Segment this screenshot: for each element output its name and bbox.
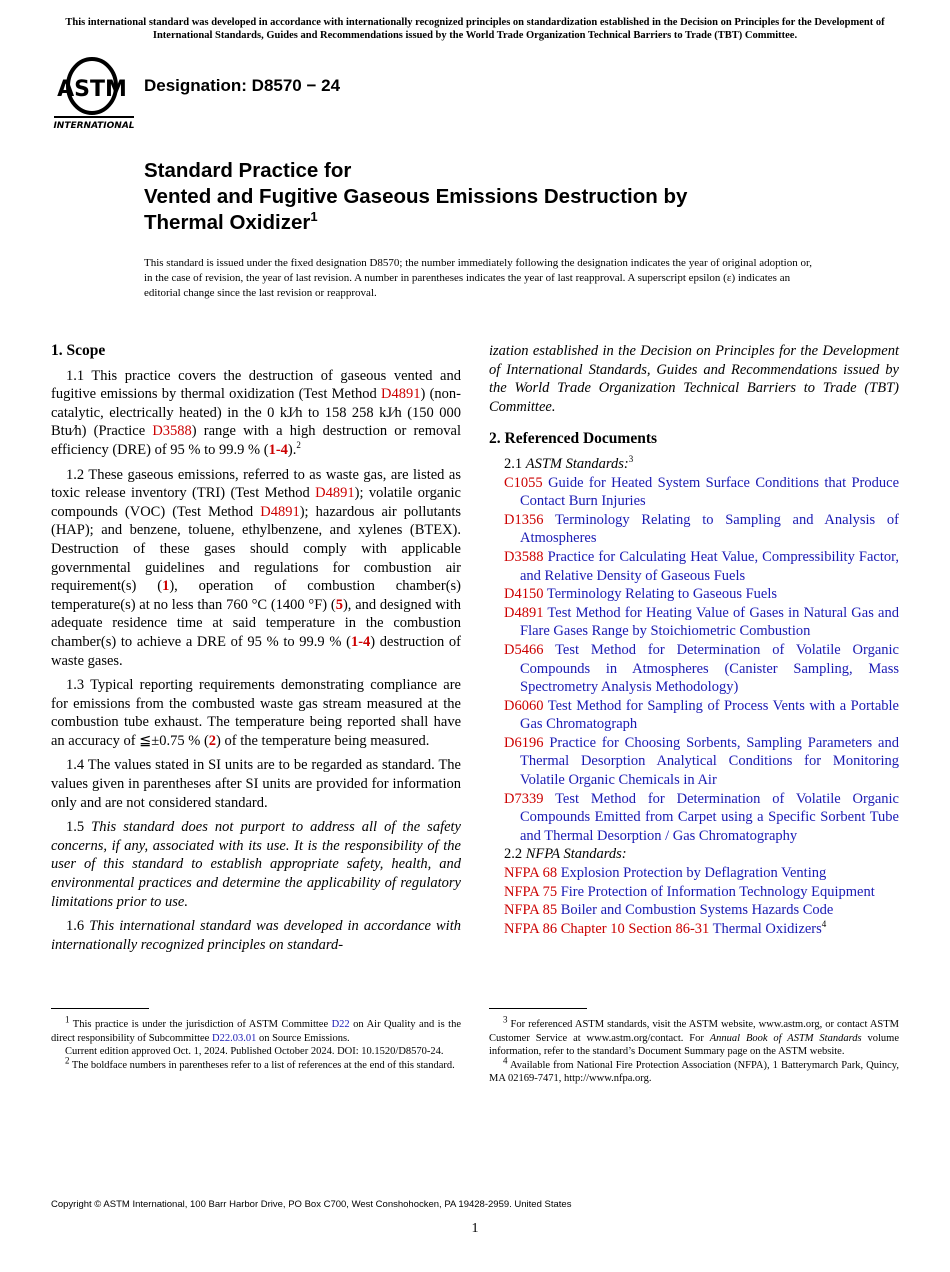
footnote-mark: 2 — [65, 1055, 70, 1065]
right-column — [489, 342, 899, 938]
footnote-1 — [51, 1014, 461, 1045]
footnote-divider — [489, 1008, 587, 1009]
reference-title-link[interactable]: Thermal Oxidizers — [712, 920, 822, 937]
footnotes-left — [51, 1014, 461, 1072]
reference-title-link[interactable]: Terminology Relating to Sampling and Analysis of Atmospheres — [520, 511, 899, 547]
footnote-mark: 4 — [821, 918, 827, 929]
text: volume information, refer to the standard’s Document Summary page on the ASTM website. — [489, 1032, 900, 1057]
text: This international standard was developed in accordance with internationally recognized principles on standard- — [51, 918, 461, 953]
reference-code-link[interactable]: D4150 — [504, 586, 544, 603]
reference-item — [504, 604, 899, 641]
reference-code-link[interactable]: NFPA 85 — [504, 902, 558, 919]
reference-code-link[interactable]: D7339 — [504, 790, 544, 807]
text: ASTM Standards: — [525, 455, 629, 472]
ref-link[interactable]: 2 — [208, 732, 217, 749]
link-d4891[interactable]: D4891 — [381, 386, 421, 403]
reference-title-link[interactable]: Test Method for Heating Value of Gases in Natural Gas and Flare Gases Range by Stoichiometric Combustion — [520, 604, 899, 640]
issued-note: This standard is issued under the fixed designation D8570; the number immediately following the designation indicates the year of original adoption or, in the case of revision, the year of last revision. A number in parentheses indicates the year of last reapproval. A superscript epsilon (ε) indicates an editorial change since the last revision or reapproval. — [144, 257, 812, 299]
reference-code-link[interactable]: D6060 — [504, 697, 544, 714]
footnote-1-edition: Current edition approved Oct. 1, 2024. Published October 2024. DOI: 10.1520/D8570-24. — [65, 1046, 444, 1057]
ref-link[interactable]: 1-4 — [268, 441, 288, 458]
footnotes-right — [489, 1014, 900, 1086]
reference-item — [504, 697, 899, 734]
title-line-2: Vented and Fugitive Gaseous Emissions Destruction by — [144, 185, 688, 208]
reference-title-link[interactable]: Explosion Protection by Deflagration Venting — [560, 865, 827, 882]
reference-code-link[interactable]: NFPA 68 — [504, 865, 558, 882]
text: For referenced ASTM standards, visit the ASTM website, www.astm.org, or contact ASTM Customer Service at www.astm.org/contact. For — [489, 1019, 899, 1044]
para-number: 1.6 — [66, 918, 90, 935]
text: Available from National Fire Protection Association (NFPA), 1 Batterymarch Park, Quincy, MA 02169-7471, http://www.nfpa.org. — [489, 1059, 899, 1084]
reference-item — [504, 883, 899, 902]
ref-link[interactable]: 1 — [162, 578, 170, 595]
astm-standards-label — [489, 455, 899, 474]
text: ) range with a high destruction or removal efficiency (DRE) of 95 % to 99.9 % ( — [51, 423, 461, 458]
reference-code-link[interactable]: D5466 — [504, 641, 544, 658]
link-d22[interactable]: D22 — [331, 1019, 350, 1030]
reference-item — [504, 585, 899, 604]
text: NFPA Standards: — [525, 846, 627, 863]
title-line-1: Standard Practice for — [144, 159, 352, 182]
footnote-mark: 2 — [296, 440, 301, 451]
reference-title-link[interactable]: Terminology Relating to Gaseous Fuels — [546, 586, 778, 603]
para-number: 2.2 — [504, 846, 526, 863]
text: This practice is under the jurisdiction of ASTM Committee — [69, 1019, 332, 1030]
scope-heading: 1. Scope — [51, 342, 106, 359]
reference-code-link[interactable]: C1055 — [504, 474, 543, 491]
copyright: Copyright © ASTM International, 100 Barr Harbor Drive, PO Box C700, West Conshohocken, PA 19428-2959. United States — [51, 1199, 572, 1210]
footnote-2 — [51, 1055, 461, 1073]
para-1-1 — [51, 367, 461, 460]
link-d3588[interactable]: D3588 — [152, 423, 192, 440]
para-number: 2.1 — [504, 455, 526, 472]
text: ). — [287, 441, 297, 458]
title-line-3 — [144, 210, 844, 236]
reference-item — [504, 920, 899, 939]
para-number: 1.5 — [66, 819, 92, 836]
referenced-documents-heading: 2. Referenced Documents — [489, 430, 658, 448]
reference-item — [504, 548, 899, 585]
reference-title-link[interactable]: Practice for Choosing Sorbents, Sampling Parameters and Thermal Desorption Analytical Conditions for Monitoring Volatile Organic Chemicals in Air — [520, 734, 899, 789]
text: 1.2 These gaseous emissions, referred to as waste gas, are listed as toxic release inventory (TRI) (Test Method — [51, 466, 461, 502]
text: ) (non-catalytic, electrically heated) in the 0 kJ⁄h to 158 258 kJ⁄h (150 000 Btu⁄h) (Practice — [51, 386, 461, 440]
astm-logo — [52, 56, 136, 132]
text: ) destruction of waste gases. — [51, 633, 462, 669]
footnote-mark: 3 — [503, 1014, 508, 1025]
reference-item — [504, 901, 899, 920]
logo-text: ASTM — [57, 77, 127, 102]
reference-code-link[interactable]: D1356 — [504, 511, 544, 528]
reference-code-link[interactable]: NFPA 75 — [504, 883, 558, 900]
title-footnote-mark: 1 — [310, 209, 318, 225]
para-1-5 — [51, 818, 461, 911]
reference-code-link[interactable]: D3588 — [504, 548, 544, 565]
reference-title-link[interactable]: Boiler and Combustion Systems Hazards Code — [560, 902, 834, 919]
para-1-3 — [51, 676, 461, 750]
para-1-2 — [51, 466, 461, 671]
text: The boldface numbers in parentheses refer to a list of references at the end of this standard. — [69, 1059, 455, 1071]
tbt-banner: This international standard was developed in accordance with internationally recognized principles on standardization established in the Decision on Principles for the Development of International Standards, Guides and Recommendations issued by the World Trade Organization Technical Barriers to Trade (TBT) Committee. — [65, 17, 885, 41]
footnote-mark: 4 — [503, 1055, 508, 1065]
footnote-mark: 1 — [65, 1014, 70, 1025]
footnote-mark: 3 — [628, 454, 634, 465]
reference-item — [504, 511, 899, 548]
link-d4891[interactable]: D4891 — [260, 503, 300, 520]
reference-code-link[interactable]: NFPA 86 Chapter 10 Section 86-31 — [504, 920, 710, 937]
reference-title-link[interactable]: Test Method for Determination of Volatile Organic Compounds Emitted from Carpet using a Specific Sorbent Tube and Thermal Desorption / Gas Chromatography — [520, 790, 899, 844]
para-1-6-continued: ization established in the Decision on Principles for the Development of International Standards, Guides and Recommendations issued by the World Trade Organization Technical Barriers to Trade (TBT) Committee. — [489, 343, 899, 415]
reference-item — [504, 790, 899, 846]
text: ), operation of combustion chamber(s) temperature(s) at no less than 760 °C (1400 °F) ( — [51, 578, 461, 613]
nfpa-reference-list — [489, 864, 899, 938]
ref-link[interactable]: 1-4 — [350, 633, 371, 650]
reference-item — [504, 474, 899, 511]
reference-code-link[interactable]: D4891 — [504, 604, 544, 621]
para-1-4: 1.4 The values stated in SI units are to be regarded as standard. The values given in parentheses after SI units are provided for information only and are not considered standard. — [51, 757, 461, 811]
reference-title-link[interactable]: Guide for Heated System Surface Conditions that Produce Contact Burn Injuries — [520, 474, 900, 510]
reference-title-link[interactable]: Fire Protection of Information Technology Equipment — [560, 883, 875, 900]
link-d22-03-01[interactable]: D22.03.01 — [211, 1032, 257, 1044]
footnote-3 — [489, 1014, 900, 1059]
text: This standard does not purport to address all of the safety concerns, if any, associated with its use. It is the responsibility of the user of this standard to establish appropriate safety, health, and environmental practices and determine the applicability of regulatory limitations prior to use. — [51, 819, 461, 910]
reference-item — [504, 864, 899, 883]
footnote-4 — [489, 1055, 899, 1086]
reference-title-link[interactable]: Test Method for Determination of Volatile Organic Compounds in Atmospheres (Canister Sampling, Mass Spectrometry Analysis Methodology) — [520, 641, 899, 696]
text: on Air Quality and is the direct responsibility of Subcommittee — [51, 1019, 461, 1044]
document-title — [144, 158, 844, 236]
para-1-6 — [51, 917, 461, 954]
page-number: 1 — [471, 1221, 479, 1236]
text: ) of the temperature being measured. — [216, 732, 430, 749]
designation: Designation: D8570 − 24 — [144, 76, 341, 95]
logo-subtext: INTERNATIONAL — [53, 121, 135, 131]
reference-title-link[interactable]: Practice for Calculating Heat Value, Compressibility Factor, and Relative Density of Gaseous Fuels — [520, 548, 899, 584]
reference-item — [504, 734, 899, 790]
title-line-3-text: Thermal Oxidizer — [144, 211, 311, 234]
text: ), and designed with adequate residence time at said temperature in the combustion chamber(s) to achieve a DRE of 95 % to 99.9 % ( — [51, 596, 461, 650]
reference-code-link[interactable]: D6196 — [504, 734, 544, 751]
ref-link[interactable]: 5 — [335, 596, 343, 613]
reference-item — [504, 641, 899, 697]
left-column — [51, 342, 461, 960]
text: ); hazardous air pollutants (HAP); and benzene, toluene, ethylbenzene, and xylenes (BTEX). Destruction of these gases should comply with applicable governmental guidelines and regulations for combustion air requirement(s) ( — [51, 503, 461, 595]
text: on Source Emissions. — [256, 1032, 350, 1044]
link-d4891[interactable]: D4891 — [315, 485, 355, 502]
footnote-divider — [51, 1008, 149, 1009]
text: 1.3 Typical reporting requirements demonstrating compliance are for emissions from the combusted waste gas stream measured at the combustion tube exhaust. The temperature being reported shall have an accuracy of ≦±0.75 % ( — [51, 677, 461, 749]
astm-reference-list — [489, 474, 899, 846]
text: ); volatile organic compounds (VOC) (Test Method — [51, 485, 461, 520]
text: 1.1 This practice covers the destruction of gaseous vented and fugitive emissions by thermal oxidization (Test Method — [51, 367, 461, 403]
nfpa-standards-label — [489, 845, 899, 864]
text: Annual Book of ASTM Standards — [709, 1032, 862, 1044]
reference-title-link[interactable]: Test Method for Sampling of Process Vents with a Portable Gas Chromatograph — [520, 697, 899, 733]
